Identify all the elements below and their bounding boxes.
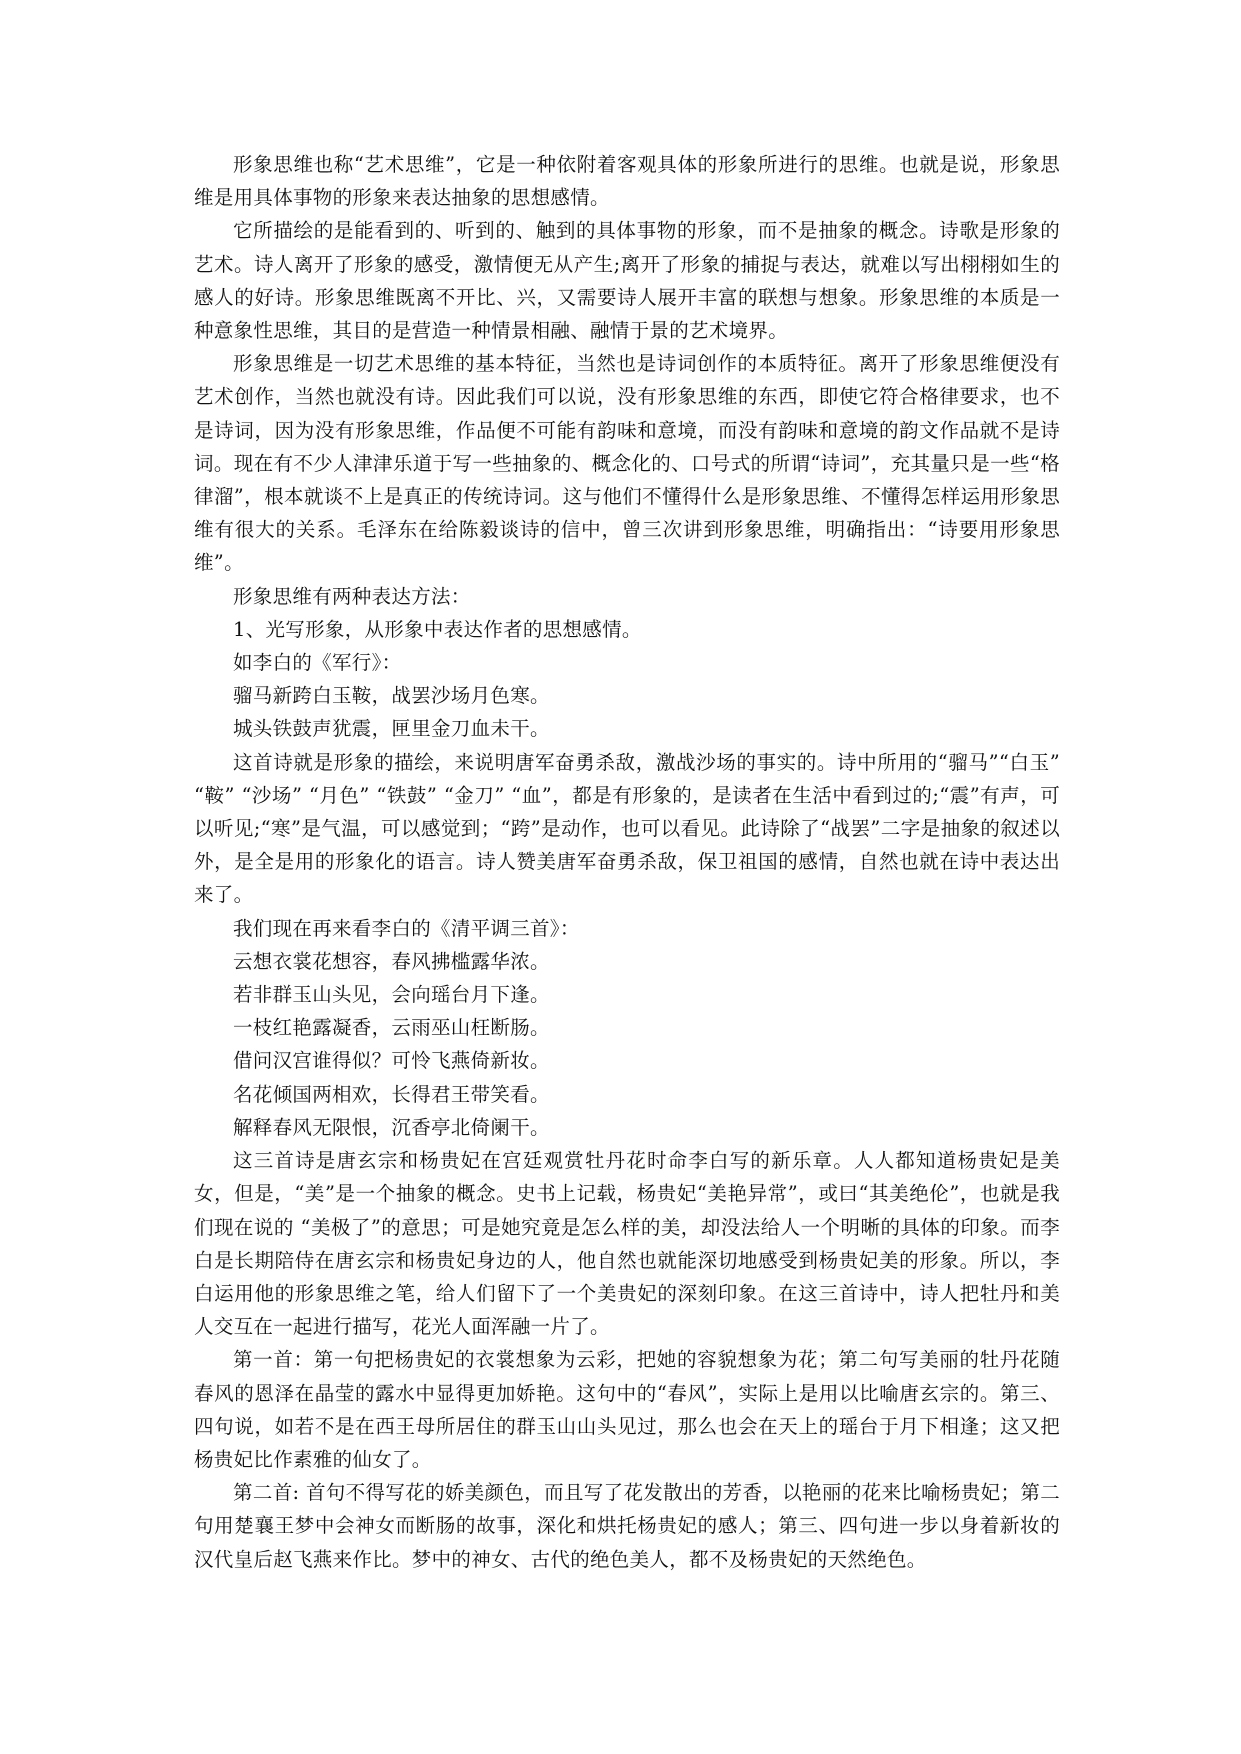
poem-line: 名花倾国两相欢，长得君王带笑看。 — [233, 1082, 550, 1106]
document-body — [194, 148, 1060, 1576]
paragraph: 这首诗就是形象的描绘，来说明唐军奋勇杀敌，激战沙场的事实的。诗中所用的“骝马”“白玉” “鞍” “沙场” “月色” “铁鼓” “金刀” “血”，都是有形象的，是读者在生活中看到过的;“震”有声，可以听见;“寒”是气温，可以感觉到；“跨”是动作，也可以看见。此诗除了“战罢”二字是抽象的叙述以外，是全是用的形象化的语言。诗人赞美唐军奋勇杀敌，保卫祖国的感情，自然也就在诗中表达出来了。 — [194, 750, 1060, 907]
paragraph: 1、光写形象，从形象中表达作者的思想感情。 — [233, 617, 642, 641]
poem-line: 若非群玉山头见，会向瑶台月下逢。 — [233, 983, 550, 1007]
poem-line: 骝马新跨白玉鞍，战罢沙场月色寒。 — [233, 684, 550, 708]
paragraph: 形象思维有两种表达方法： — [233, 584, 471, 608]
poem-line: 城头铁鼓声犹震，匣里金刀血未干。 — [233, 717, 550, 741]
paragraph: 形象思维是一切艺术思维的基本特征，当然也是诗词创作的本质特征。离开了形象思维便没有艺术创作，当然也就没有诗。因此我们可以说，没有形象思维的东西，即使它符合格律要求，也不是诗词，因为没有形象思维，作品便不可能有韵味和意境，而没有韵味和意境的韵文作品就不是诗词。现在有不少人津津乐道于写一些抽象的、概念化的、口号式的所谓“诗词”，充其量只是一些“格律溜”，根本就谈不上是真正的传统诗词。这与他们不懂得什么是形象思维、不懂得怎样运用形象思维有很大的关系。毛泽东在给陈毅谈诗的信中，曾三次讲到形象思维，明确指出：“诗要用形象思维”。 — [194, 352, 1060, 575]
paragraph: 第二首: 首句不得写花的娇美颜色，而且写了花发散出的芳香，以艳丽的花来比喻杨贵妃；第二句用楚襄王梦中会神女而断肠的故事，深化和烘托杨贵妃的感人；第三、四句进一步以身着新妆的汉代皇后赵飞燕来作比。梦中的神女、古代的绝色美人，都不及杨贵妃的天然绝色。 — [194, 1481, 1060, 1571]
poem-line: 云想衣裳花想容，春风拂槛露华浓。 — [233, 949, 550, 973]
paragraph: 第一首：第一句把杨贵妃的衣裳想象为云彩，把她的容貌想象为花；第二句写美丽的牡丹花随春风的恩泽在晶莹的露水中显得更加娇艳。这句中的“春风”，实际上是用以比喻唐玄宗的。第三、四句说，如若不是在西王母所居住的群玉山山头见过，那么也会在天上的瑶台于月下相逢；这又把杨贵妃比作素雅的仙女了。 — [194, 1348, 1060, 1471]
paragraph: 这三首诗是唐玄宗和杨贵妃在宫廷观赏牡丹花时命李白写的新乐章。人人都知道杨贵妃是美女，但是，“美”是一个抽象的概念。史书上记载，杨贵妃“美艳异常”，或曰“其美绝伦”，也就是我们现在说的 “美极了”的意思；可是她究竟是怎么样的美，却没法给人一个明晰的具体的印象。而李白是长期陪侍在唐玄宗和杨贵妃身边的人，他自然也就能深切地感受到杨贵妃美的形象。所以，李白运用他的形象思维之笔，给人们留下了一个美贵妃的深刻印象。在这三首诗中，诗人把牡丹和美人交互在一起进行描写，花光人面浑融一片了。 — [194, 1149, 1060, 1339]
paragraph: 我们现在再来看李白的《清平调三首》： — [233, 916, 580, 940]
paragraph: 它所描绘的是能看到的、听到的、触到的具体事物的形象，而不是抽象的概念。诗歌是形象的艺术。诗人离开了形象的感受，激情便无从产生;离开了形象的捕捉与表达，就难以写出栩栩如生的感人的好诗。形象思维既离不开比、兴，又需要诗人展开丰富的联想与想象。形象思维的本质是一种意象性思维，其目的是营造一种情景相融、融情于景的艺术境界。 — [194, 219, 1060, 343]
poem-line: 解释春风无限恨，沉香亭北倚阑干。 — [233, 1115, 550, 1139]
poem-line: 借问汉宫谁得似？可怜飞燕倚新妆。 — [233, 1049, 550, 1073]
paragraph: 形象思维也称“艺术思维”，它是一种依附着客观具体的形象所进行的思维。也就是说，形象思维是用具体事物的形象来表达抽象的思想感情。 — [194, 153, 1060, 210]
paragraph: 如李白的《军行》： — [233, 651, 402, 675]
poem-line: 一枝红艳露凝香，云雨巫山枉断肠。 — [233, 1016, 550, 1040]
